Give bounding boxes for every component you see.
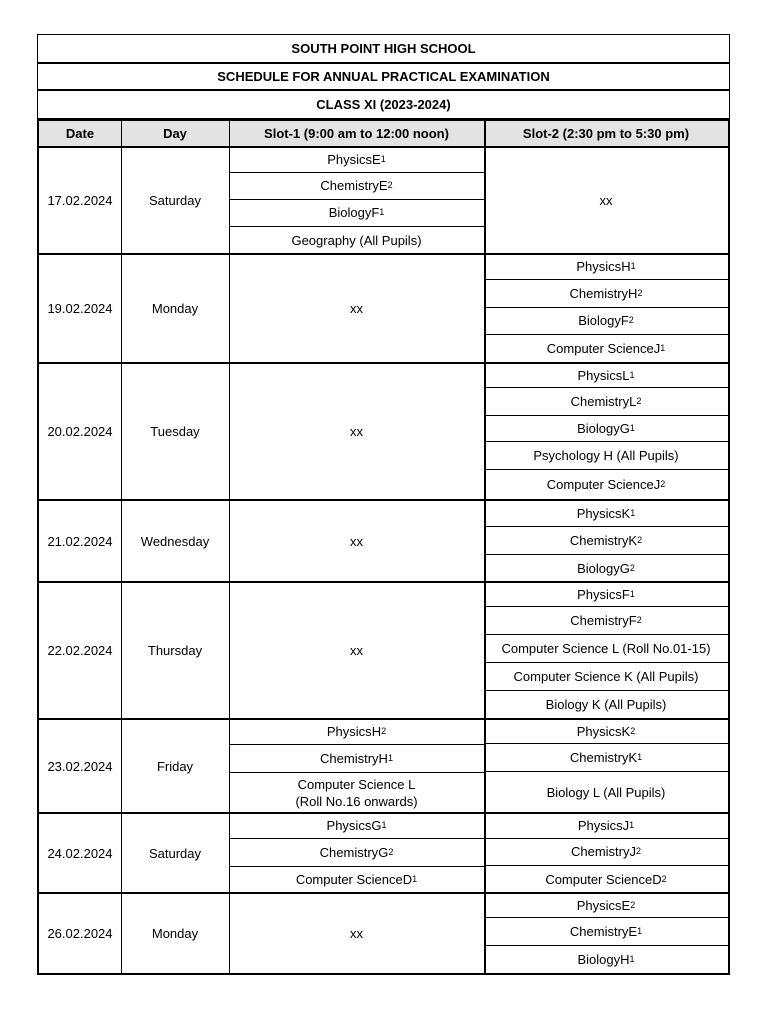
section-index: 2 xyxy=(630,899,636,910)
section-letter: E xyxy=(628,923,638,939)
section-letter: L xyxy=(622,367,630,383)
slot2-cell xyxy=(484,582,728,606)
date-text: 22.02.2024 xyxy=(47,643,113,658)
section-index: 1 xyxy=(629,953,635,964)
date-cell xyxy=(39,254,121,363)
slot2-cell xyxy=(484,634,728,662)
day-text: Saturday xyxy=(148,845,202,861)
sub-row-divider xyxy=(229,744,484,745)
day-text: Wednesday xyxy=(140,533,210,549)
slot2-cell xyxy=(484,500,728,526)
slot2-cell xyxy=(484,719,728,743)
entry-text: Chemistry xyxy=(319,844,379,860)
entry-text: Geography (All Pupils) xyxy=(291,232,422,248)
column-header-slot2 xyxy=(484,121,728,147)
row-divider xyxy=(39,718,728,720)
entry-text: Computer Science L (Roll No.16 onwards) xyxy=(295,776,418,809)
slot1-cell xyxy=(229,582,484,719)
entry-text: Physics xyxy=(576,259,622,274)
entry-text: Computer Science xyxy=(546,341,654,356)
class-title-text: CLASS XI (2023-2024) xyxy=(316,97,451,112)
sub-row-divider xyxy=(229,772,484,773)
column-header-date xyxy=(39,121,121,147)
slot1-cell xyxy=(229,838,484,866)
sub-row-divider xyxy=(229,866,484,867)
slot1-cell xyxy=(229,363,484,500)
section-letter: J xyxy=(629,844,636,859)
section-index: 2 xyxy=(628,315,634,325)
slot2-cell xyxy=(484,865,728,893)
sub-row-divider xyxy=(484,771,728,772)
section-index: 2 xyxy=(636,846,642,856)
slot1-cell xyxy=(229,866,484,893)
column-divider xyxy=(484,121,486,973)
schedule-table xyxy=(37,119,730,975)
section-index: 1 xyxy=(381,820,387,830)
column-header-slot1-text: Slot-1 (9:00 am to 12:00 noon) xyxy=(264,126,449,141)
section-letter: F xyxy=(620,313,629,328)
slot2-cell xyxy=(484,662,728,690)
row-divider xyxy=(39,146,728,148)
entry-text: Physics xyxy=(576,505,622,521)
school-title xyxy=(37,34,730,63)
slot1-cell xyxy=(229,199,484,226)
date-text: 19.02.2024 xyxy=(47,301,113,316)
day-text: Monday xyxy=(151,925,199,941)
entry-text: Physics xyxy=(576,723,622,739)
section-letter: H xyxy=(378,750,388,766)
entry-text: Physics xyxy=(577,586,622,602)
sub-row-divider xyxy=(229,172,484,173)
sub-row-divider xyxy=(484,307,728,308)
sub-row-divider xyxy=(484,917,728,918)
section-index: 1 xyxy=(412,874,418,884)
entry-text: Chemistry xyxy=(320,750,379,766)
entry-text: xx xyxy=(350,925,363,941)
sub-row-divider xyxy=(484,634,728,635)
slot2-cell xyxy=(484,690,728,719)
entry-text: Chemistry xyxy=(570,612,629,628)
slot2-cell xyxy=(484,415,728,441)
entry-text: Psychology H (All Pupils) xyxy=(533,447,679,463)
day-cell xyxy=(121,813,229,893)
entry-text: Computer Science xyxy=(545,871,653,887)
row-divider xyxy=(39,499,728,501)
sub-row-divider xyxy=(484,526,728,527)
section-index: 1 xyxy=(629,588,635,599)
section-index: 1 xyxy=(629,422,635,433)
section-letter: K xyxy=(621,505,631,521)
section-index: 2 xyxy=(629,562,635,573)
sub-row-divider xyxy=(229,199,484,200)
day-text: Saturday xyxy=(148,193,202,208)
sub-row-divider xyxy=(484,279,728,280)
date-cell xyxy=(39,719,121,813)
section-index: 2 xyxy=(637,287,643,298)
section-letter: H xyxy=(371,724,382,739)
slot1-cell xyxy=(229,719,484,744)
entry-text: xx xyxy=(350,533,363,549)
row-divider xyxy=(39,253,728,255)
entry-text: Chemistry xyxy=(569,749,629,765)
section-letter: F xyxy=(621,586,630,602)
section-letter: J xyxy=(653,341,661,356)
section-letter: G xyxy=(378,844,389,860)
slot2-cell xyxy=(484,554,728,582)
entry-text: Chemistry xyxy=(320,178,379,193)
entry-text: xx xyxy=(350,424,363,439)
section-letter: E xyxy=(372,152,381,167)
column-divider xyxy=(229,121,230,973)
slot1-cell xyxy=(229,226,484,254)
slot1-cell xyxy=(229,772,484,813)
day-cell xyxy=(121,500,229,582)
date-cell xyxy=(39,500,121,582)
sub-row-divider xyxy=(484,606,728,607)
sub-row-divider xyxy=(484,469,728,470)
slot2-cell xyxy=(484,254,728,279)
slot2-cell xyxy=(484,334,728,363)
school-title-text: SOUTH POINT HIGH SCHOOL xyxy=(291,41,476,56)
slot2-cell xyxy=(484,469,728,500)
row-divider xyxy=(39,362,728,364)
class-title xyxy=(37,90,730,119)
day-text: Friday xyxy=(156,758,194,774)
slot2-cell xyxy=(484,279,728,307)
section-index: 1 xyxy=(630,507,636,518)
section-index: 2 xyxy=(636,395,642,406)
entry-text: Biology xyxy=(577,420,620,436)
sub-row-divider xyxy=(484,441,728,442)
section-index: 2 xyxy=(637,534,643,545)
sub-row-divider xyxy=(484,415,728,416)
day-cell xyxy=(121,582,229,719)
entry-text: Chemistry xyxy=(569,285,629,301)
day-cell xyxy=(121,893,229,973)
date-text: 17.02.2024 xyxy=(47,193,113,208)
day-text: Monday xyxy=(151,301,199,316)
entry-text: xx xyxy=(350,301,363,316)
sub-row-divider xyxy=(484,838,728,839)
entry-text: Biology xyxy=(577,560,620,576)
sub-row-divider xyxy=(484,334,728,335)
entry-text: Physics xyxy=(327,152,373,167)
entry-text: Physics xyxy=(577,818,623,833)
column-header-date-text: Date xyxy=(65,126,95,141)
date-cell xyxy=(39,893,121,973)
date-text: 24.02.2024 xyxy=(47,845,113,861)
section-index: 1 xyxy=(379,207,385,217)
sub-row-divider xyxy=(484,945,728,946)
section-index: 1 xyxy=(630,261,636,271)
slot2-cell xyxy=(484,893,728,917)
entry-text: Physics xyxy=(576,897,622,913)
section-letter: K xyxy=(628,749,638,765)
slot1-cell xyxy=(229,172,484,199)
slot2-cell xyxy=(484,363,728,387)
date-cell xyxy=(39,147,121,254)
slot1-cell xyxy=(229,500,484,582)
section-index: 2 xyxy=(636,614,642,625)
day-cell xyxy=(121,719,229,813)
column-header-day-text: Day xyxy=(163,126,187,141)
sub-row-divider xyxy=(484,690,728,691)
section-index: 2 xyxy=(381,726,387,736)
section-index: 1 xyxy=(637,925,643,936)
date-cell xyxy=(39,813,121,893)
entry-text: Computer Science K (All Pupils) xyxy=(513,668,699,684)
slot2-cell xyxy=(484,606,728,634)
sub-row-divider xyxy=(229,838,484,839)
slot2-cell xyxy=(484,838,728,865)
entry-text: Chemistry xyxy=(569,532,629,548)
column-header-slot2-text: Slot-2 (2:30 pm to 5:30 pm) xyxy=(522,126,690,141)
section-index: 2 xyxy=(661,873,667,884)
entry-text: Biology xyxy=(328,205,372,220)
slot1-cell xyxy=(229,893,484,973)
entry-text: xx xyxy=(350,643,363,658)
row-divider xyxy=(39,812,728,814)
row-divider xyxy=(39,892,728,894)
section-letter: H xyxy=(620,951,630,967)
section-letter: G xyxy=(371,818,382,833)
day-text: Thursday xyxy=(147,643,203,658)
column-header-day xyxy=(121,121,229,147)
section-index: 2 xyxy=(660,479,666,489)
entry-text: Physics xyxy=(326,724,372,739)
slot2-cell xyxy=(484,771,728,813)
section-index: 1 xyxy=(387,752,393,763)
row-divider xyxy=(39,581,728,583)
section-letter: G xyxy=(619,560,630,576)
entry-text: xx xyxy=(599,193,613,208)
slot1-cell xyxy=(229,744,484,772)
entry-text: Biology K (All Pupils) xyxy=(545,697,667,712)
day-cell xyxy=(121,363,229,500)
schedule-title xyxy=(37,63,730,90)
section-letter: H xyxy=(628,285,638,301)
section-index: 1 xyxy=(660,343,666,353)
date-cell xyxy=(39,363,121,500)
entry-text: Chemistry xyxy=(570,844,630,859)
slot2-cell xyxy=(484,526,728,554)
section-letter: E xyxy=(378,178,388,193)
entry-text: Physics xyxy=(577,367,623,383)
section-letter: G xyxy=(619,420,630,436)
slot1-cell xyxy=(229,813,484,838)
sub-row-divider xyxy=(484,554,728,555)
entry-text: Chemistry xyxy=(569,923,629,939)
entry-text: Biology xyxy=(577,951,621,967)
section-index: 1 xyxy=(380,154,386,164)
section-letter: J xyxy=(622,818,630,833)
sub-row-divider xyxy=(484,662,728,663)
column-header-slot1 xyxy=(229,121,484,147)
slot2-cell xyxy=(484,917,728,945)
entry-text: Biology xyxy=(578,313,621,328)
entry-text: Computer Science xyxy=(546,477,654,492)
entry-text: Biology L (All Pupils) xyxy=(546,784,666,800)
slot2-cell xyxy=(484,441,728,469)
day-text: Tuesday xyxy=(150,424,200,439)
section-index: 2 xyxy=(387,180,393,190)
date-text: 20.02.2024 xyxy=(47,424,113,439)
section-letter: L xyxy=(629,393,637,409)
section-letter: D xyxy=(652,871,662,887)
date-cell xyxy=(39,582,121,719)
section-index: 1 xyxy=(629,369,635,380)
section-index: 2 xyxy=(388,846,394,857)
slot2-cell xyxy=(484,307,728,334)
slot2-cell xyxy=(484,387,728,415)
entry-text: Computer Science L (Roll No.01-15) xyxy=(501,640,711,656)
section-index: 2 xyxy=(630,725,636,736)
day-cell xyxy=(121,147,229,254)
date-text: 23.02.2024 xyxy=(47,758,113,774)
date-text: 26.02.2024 xyxy=(47,925,113,941)
column-divider xyxy=(121,121,122,973)
section-letter: D xyxy=(402,872,413,887)
section-letter: E xyxy=(621,897,631,913)
section-letter: K xyxy=(628,532,638,548)
section-letter: F xyxy=(371,205,380,220)
entry-text: Physics xyxy=(326,818,372,833)
entry-text: Chemistry xyxy=(570,393,630,409)
section-letter: H xyxy=(621,259,631,274)
slot2-cell xyxy=(484,813,728,838)
section-letter: J xyxy=(653,477,661,492)
section-index: 1 xyxy=(637,751,643,762)
section-letter: F xyxy=(628,612,637,628)
section-letter: K xyxy=(621,723,631,739)
slot2-cell xyxy=(484,743,728,771)
day-cell xyxy=(121,254,229,363)
section-index: 1 xyxy=(629,820,635,830)
entry-text: Computer Science xyxy=(295,872,403,887)
sub-row-divider xyxy=(484,387,728,388)
sub-row-divider xyxy=(484,743,728,744)
sub-row-divider xyxy=(484,865,728,866)
slot1-cell xyxy=(229,147,484,172)
slot2-cell xyxy=(484,147,728,254)
sub-row-divider xyxy=(229,226,484,227)
schedule-title-text: SCHEDULE FOR ANNUAL PRACTICAL EXAMINATION xyxy=(217,69,550,84)
slot1-cell xyxy=(229,254,484,363)
slot2-cell xyxy=(484,945,728,973)
date-text: 21.02.2024 xyxy=(47,533,113,549)
